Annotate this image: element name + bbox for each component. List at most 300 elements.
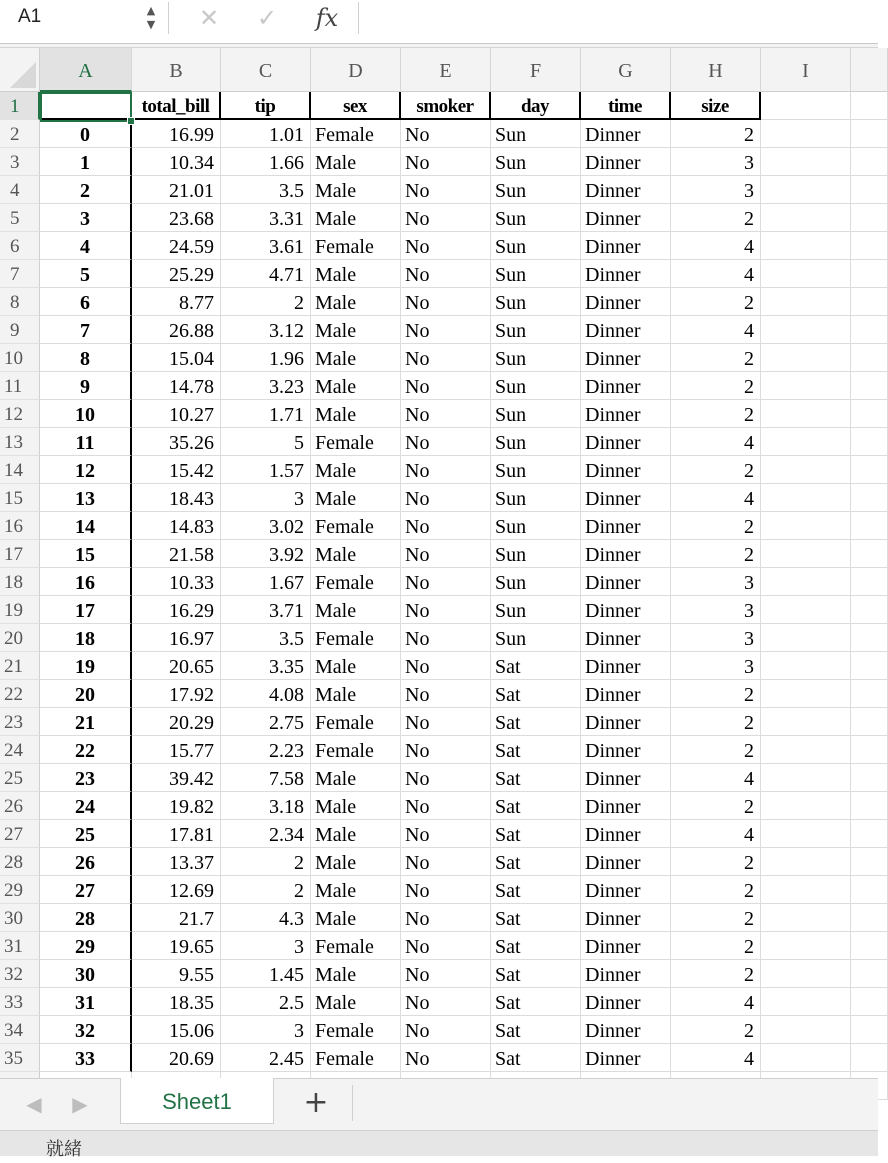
row-header-20[interactable]: 20 [0, 624, 40, 652]
cell-time[interactable]: Dinner [581, 652, 671, 680]
prev-sheet-icon[interactable]: ◀ [26, 1092, 42, 1116]
cell-time[interactable]: Dinner [581, 316, 671, 344]
cell-sex[interactable]: Male [311, 484, 401, 512]
cell-smoker[interactable]: No [401, 792, 491, 820]
cell-total-bill[interactable]: 15.04 [132, 344, 221, 372]
row-header-16[interactable]: 16 [0, 512, 40, 540]
cell-smoker[interactable]: No [401, 288, 491, 316]
index-cell[interactable]: 22 [40, 736, 132, 764]
row-header-1[interactable]: 1 [0, 92, 40, 120]
empty-cell[interactable] [851, 1044, 888, 1072]
empty-cell[interactable] [761, 428, 851, 456]
empty-cell[interactable] [851, 708, 888, 736]
cell-time[interactable]: Dinner [581, 876, 671, 904]
column-header[interactable] [851, 48, 888, 92]
empty-cell[interactable] [851, 596, 888, 624]
cell-day[interactable]: Sun [491, 540, 581, 568]
row-header-33[interactable]: 33 [0, 988, 40, 1016]
cell-sex[interactable]: Male [311, 680, 401, 708]
index-cell[interactable]: 25 [40, 820, 132, 848]
empty-cell[interactable] [851, 652, 888, 680]
row-header-28[interactable]: 28 [0, 848, 40, 876]
empty-cell[interactable] [761, 456, 851, 484]
cell-time[interactable]: Dinner [581, 820, 671, 848]
cell-day[interactable]: Sun [491, 568, 581, 596]
cell-sex[interactable]: Female [311, 736, 401, 764]
header-cell-tip[interactable]: tip [221, 92, 311, 120]
cell-tip[interactable]: 3 [221, 932, 311, 960]
row-header-32[interactable]: 32 [0, 960, 40, 988]
index-cell[interactable]: 28 [40, 904, 132, 932]
row-header-10[interactable]: 10 [0, 344, 40, 372]
row-header-18[interactable]: 18 [0, 568, 40, 596]
empty-cell[interactable] [761, 540, 851, 568]
cell-smoker[interactable]: No [401, 680, 491, 708]
cell-size[interactable]: 2 [671, 708, 761, 736]
index-cell[interactable]: 2 [40, 176, 132, 204]
cell-tip[interactable]: 1.66 [221, 148, 311, 176]
cell-time[interactable]: Dinner [581, 204, 671, 232]
cell-size[interactable]: 2 [671, 904, 761, 932]
cell-total-bill[interactable]: 14.83 [132, 512, 221, 540]
index-cell[interactable]: 1 [40, 148, 132, 176]
cell-time[interactable]: Dinner [581, 932, 671, 960]
cell-smoker[interactable]: No [401, 540, 491, 568]
formula-input[interactable] [368, 0, 873, 36]
cell-tip[interactable]: 1.57 [221, 456, 311, 484]
row-header-2[interactable]: 2 [0, 120, 40, 148]
cell-total-bill[interactable]: 20.69 [132, 1044, 221, 1072]
cell-day[interactable]: Sat [491, 764, 581, 792]
empty-cell[interactable] [761, 176, 851, 204]
index-cell[interactable]: 15 [40, 540, 132, 568]
row-header-6[interactable]: 6 [0, 232, 40, 260]
index-cell[interactable]: 0 [40, 120, 132, 148]
empty-cell[interactable] [761, 372, 851, 400]
empty-cell[interactable] [851, 932, 888, 960]
cell-time[interactable]: Dinner [581, 960, 671, 988]
empty-cell[interactable] [761, 512, 851, 540]
empty-cell[interactable] [761, 960, 851, 988]
cell-day[interactable]: Sat [491, 848, 581, 876]
cell-sex[interactable]: Male [311, 344, 401, 372]
index-cell[interactable]: 32 [40, 1016, 132, 1044]
cell-sex[interactable]: Female [311, 232, 401, 260]
cell-size[interactable]: 2 [671, 736, 761, 764]
cell-sex[interactable]: Male [311, 792, 401, 820]
index-cell[interactable]: 7 [40, 316, 132, 344]
confirm-icon[interactable]: ✓ [256, 4, 278, 32]
cell-smoker[interactable]: No [401, 736, 491, 764]
header-cell-index[interactable] [40, 92, 132, 120]
cell-day[interactable]: Sat [491, 736, 581, 764]
index-cell[interactable]: 29 [40, 932, 132, 960]
cell-sex[interactable]: Female [311, 1016, 401, 1044]
cell-smoker[interactable]: No [401, 624, 491, 652]
cell-sex[interactable]: Male [311, 876, 401, 904]
column-header-a[interactable]: A [40, 48, 132, 92]
cell-time[interactable]: Dinner [581, 848, 671, 876]
cell-day[interactable]: Sat [491, 988, 581, 1016]
column-header-c[interactable]: C [221, 48, 311, 92]
cell-time[interactable]: Dinner [581, 456, 671, 484]
cell-day[interactable]: Sat [491, 1044, 581, 1072]
empty-cell[interactable] [851, 792, 888, 820]
cell-tip[interactable]: 3.23 [221, 372, 311, 400]
cell-total-bill[interactable]: 16.99 [132, 120, 221, 148]
cell-sex[interactable]: Male [311, 540, 401, 568]
cell-total-bill[interactable]: 19.65 [132, 932, 221, 960]
empty-cell[interactable] [851, 512, 888, 540]
row-header-12[interactable]: 12 [0, 400, 40, 428]
empty-cell[interactable] [761, 792, 851, 820]
cell-sex[interactable]: Female [311, 120, 401, 148]
cell-day[interactable]: Sun [491, 148, 581, 176]
index-cell[interactable]: 14 [40, 512, 132, 540]
cell-tip[interactable]: 2.45 [221, 1044, 311, 1072]
cell-size[interactable]: 2 [671, 400, 761, 428]
cell-day[interactable]: Sun [491, 456, 581, 484]
cell-tip[interactable]: 3 [221, 1016, 311, 1044]
row-header-35[interactable]: 35 [0, 1044, 40, 1072]
cell-total-bill[interactable]: 21.58 [132, 540, 221, 568]
index-cell[interactable]: 9 [40, 372, 132, 400]
insert-function-icon[interactable]: fx [315, 4, 339, 32]
cell-tip[interactable]: 2.5 [221, 988, 311, 1016]
header-cell-total-bill[interactable]: total_bill [132, 92, 221, 120]
empty-cell[interactable] [761, 876, 851, 904]
cell-smoker[interactable]: No [401, 428, 491, 456]
empty-cell[interactable] [851, 428, 888, 456]
cell-smoker[interactable]: No [401, 960, 491, 988]
cell-sex[interactable]: Male [311, 204, 401, 232]
index-cell[interactable]: 11 [40, 428, 132, 456]
cell-total-bill[interactable]: 23.68 [132, 204, 221, 232]
cell-day[interactable]: Sat [491, 708, 581, 736]
cell-time[interactable]: Dinner [581, 680, 671, 708]
cell-sex[interactable]: Female [311, 512, 401, 540]
cell-size[interactable]: 3 [671, 596, 761, 624]
cell-day[interactable]: Sun [491, 260, 581, 288]
empty-cell[interactable] [851, 260, 888, 288]
cell-time[interactable]: Dinner [581, 372, 671, 400]
cell-smoker[interactable]: No [401, 932, 491, 960]
index-cell[interactable]: 17 [40, 596, 132, 624]
cell-day[interactable]: Sun [491, 512, 581, 540]
spreadsheet-grid[interactable] [0, 48, 878, 1078]
cell-time[interactable]: Dinner [581, 904, 671, 932]
cell-day[interactable]: Sun [491, 484, 581, 512]
cell-time[interactable]: Dinner [581, 176, 671, 204]
row-header-24[interactable]: 24 [0, 736, 40, 764]
cell-day[interactable]: Sun [491, 176, 581, 204]
cell-time[interactable]: Dinner [581, 428, 671, 456]
row-header-19[interactable]: 19 [0, 596, 40, 624]
cell-sex[interactable]: Male [311, 960, 401, 988]
cell-total-bill[interactable]: 14.78 [132, 372, 221, 400]
cell-tip[interactable]: 2 [221, 288, 311, 316]
cell-day[interactable]: Sat [491, 932, 581, 960]
empty-cell[interactable] [761, 484, 851, 512]
empty-cell[interactable] [851, 904, 888, 932]
cell-smoker[interactable]: No [401, 876, 491, 904]
cell-tip[interactable]: 3.61 [221, 232, 311, 260]
empty-cell[interactable] [851, 876, 888, 904]
empty-cell[interactable] [761, 204, 851, 232]
cell-day[interactable]: Sat [491, 960, 581, 988]
cell-day[interactable]: Sun [491, 624, 581, 652]
empty-cell[interactable] [761, 764, 851, 792]
cell-smoker[interactable]: No [401, 344, 491, 372]
cell-tip[interactable]: 3.5 [221, 624, 311, 652]
empty-cell[interactable] [851, 288, 888, 316]
cell-tip[interactable]: 5 [221, 428, 311, 456]
cell-sex[interactable]: Male [311, 260, 401, 288]
cell-time[interactable]: Dinner [581, 148, 671, 176]
index-cell[interactable]: 26 [40, 848, 132, 876]
cell-time[interactable]: Dinner [581, 400, 671, 428]
cell-day[interactable]: Sat [491, 652, 581, 680]
cell-total-bill[interactable]: 8.77 [132, 288, 221, 316]
empty-cell[interactable] [761, 568, 851, 596]
row-header-9[interactable]: 9 [0, 316, 40, 344]
row-header-13[interactable]: 13 [0, 428, 40, 456]
cell-size[interactable]: 2 [671, 372, 761, 400]
cell-sex[interactable]: Male [311, 596, 401, 624]
row-header-3[interactable]: 3 [0, 148, 40, 176]
index-cell[interactable]: 6 [40, 288, 132, 316]
index-cell[interactable]: 33 [40, 1044, 132, 1072]
cell-day[interactable]: Sun [491, 400, 581, 428]
cell-tip[interactable]: 7.58 [221, 764, 311, 792]
cell-sex[interactable]: Male [311, 288, 401, 316]
cell-day[interactable]: Sun [491, 120, 581, 148]
cell-day[interactable]: Sat [491, 1016, 581, 1044]
cell-time[interactable]: Dinner [581, 624, 671, 652]
cell-size[interactable]: 4 [671, 232, 761, 260]
cell-day[interactable]: Sun [491, 344, 581, 372]
row-header-26[interactable]: 26 [0, 792, 40, 820]
cell-smoker[interactable]: No [401, 484, 491, 512]
cell-size[interactable]: 2 [671, 876, 761, 904]
cell-tip[interactable]: 1.71 [221, 400, 311, 428]
cell-smoker[interactable]: No [401, 148, 491, 176]
cell-sex[interactable]: Male [311, 176, 401, 204]
cell-size[interactable]: 2 [671, 792, 761, 820]
index-cell[interactable]: 3 [40, 204, 132, 232]
cell-size[interactable]: 2 [671, 960, 761, 988]
row-header-27[interactable]: 27 [0, 820, 40, 848]
cell-total-bill[interactable]: 21.7 [132, 904, 221, 932]
cell-size[interactable]: 4 [671, 1044, 761, 1072]
cell-smoker[interactable]: No [401, 176, 491, 204]
empty-cell[interactable] [851, 736, 888, 764]
empty-cell[interactable] [851, 120, 888, 148]
cell-smoker[interactable]: No [401, 316, 491, 344]
cell-total-bill[interactable]: 17.81 [132, 820, 221, 848]
cell-size[interactable]: 2 [671, 1016, 761, 1044]
cell-day[interactable]: Sat [491, 792, 581, 820]
cell-tip[interactable]: 2.23 [221, 736, 311, 764]
empty-cell[interactable] [761, 904, 851, 932]
cell-smoker[interactable]: No [401, 764, 491, 792]
cell-smoker[interactable]: No [401, 904, 491, 932]
cell-smoker[interactable]: No [401, 1044, 491, 1072]
cell-time[interactable]: Dinner [581, 1016, 671, 1044]
name-box-dropdown[interactable] [140, 0, 162, 36]
cell-size[interactable]: 4 [671, 260, 761, 288]
cell-tip[interactable]: 3.35 [221, 652, 311, 680]
cell-smoker[interactable]: No [401, 204, 491, 232]
cell-smoker[interactable]: No [401, 596, 491, 624]
empty-cell[interactable] [761, 400, 851, 428]
cell-tip[interactable]: 3.18 [221, 792, 311, 820]
column-header-d[interactable]: D [311, 48, 401, 92]
cell-total-bill[interactable]: 16.97 [132, 624, 221, 652]
cell-total-bill[interactable]: 12.69 [132, 876, 221, 904]
cell-sex[interactable]: Male [311, 400, 401, 428]
cell-day[interactable]: Sun [491, 316, 581, 344]
cell-total-bill[interactable]: 17.92 [132, 680, 221, 708]
cell-day[interactable]: Sun [491, 232, 581, 260]
empty-cell[interactable] [761, 1016, 851, 1044]
column-header-f[interactable]: F [491, 48, 581, 92]
cell-sex[interactable]: Male [311, 372, 401, 400]
row-header-8[interactable]: 8 [0, 288, 40, 316]
cell-time[interactable]: Dinner [581, 596, 671, 624]
column-header-h[interactable]: H [671, 48, 761, 92]
cell-tip[interactable]: 4.3 [221, 904, 311, 932]
cell-day[interactable]: Sun [491, 372, 581, 400]
cell-tip[interactable]: 1.45 [221, 960, 311, 988]
cell-size[interactable]: 2 [671, 512, 761, 540]
sheet-tab-sheet1[interactable]: Sheet1 [120, 1078, 274, 1124]
stepper-down-icon[interactable]: ▼ [146, 18, 156, 31]
header-cell-size[interactable]: size [671, 92, 761, 120]
row-header-14[interactable]: 14 [0, 456, 40, 484]
cell-total-bill[interactable]: 25.29 [132, 260, 221, 288]
cell-size[interactable]: 2 [671, 680, 761, 708]
cell-time[interactable]: Dinner [581, 736, 671, 764]
empty-cell[interactable] [851, 960, 888, 988]
row-header-15[interactable]: 15 [0, 484, 40, 512]
row-header-17[interactable]: 17 [0, 540, 40, 568]
cell-total-bill[interactable]: 18.35 [132, 988, 221, 1016]
empty-cell[interactable] [761, 988, 851, 1016]
empty-cell[interactable] [851, 92, 888, 120]
cell-time[interactable]: Dinner [581, 484, 671, 512]
empty-cell[interactable] [761, 848, 851, 876]
cell-day[interactable]: Sun [491, 204, 581, 232]
cell-total-bill[interactable]: 16.29 [132, 596, 221, 624]
cell-sex[interactable]: Male [311, 456, 401, 484]
cell-tip[interactable]: 4.08 [221, 680, 311, 708]
empty-cell[interactable] [851, 820, 888, 848]
cell-tip[interactable]: 2 [221, 848, 311, 876]
cell-tip[interactable]: 2.34 [221, 820, 311, 848]
cell-total-bill[interactable]: 15.77 [132, 736, 221, 764]
index-cell[interactable]: 10 [40, 400, 132, 428]
row-header-5[interactable]: 5 [0, 204, 40, 232]
cell-time[interactable]: Dinner [581, 232, 671, 260]
stepper-up-icon[interactable]: ▲ [146, 4, 156, 17]
cell-size[interactable]: 2 [671, 344, 761, 372]
cell-tip[interactable]: 3.31 [221, 204, 311, 232]
cell-time[interactable]: Dinner [581, 988, 671, 1016]
cell-tip[interactable]: 1.96 [221, 344, 311, 372]
empty-cell[interactable] [851, 624, 888, 652]
index-cell[interactable]: 5 [40, 260, 132, 288]
cell-time[interactable]: Dinner [581, 120, 671, 148]
cell-size[interactable]: 4 [671, 484, 761, 512]
row-header-30[interactable]: 30 [0, 904, 40, 932]
empty-cell[interactable] [851, 484, 888, 512]
cell-total-bill[interactable]: 35.26 [132, 428, 221, 456]
cell-size[interactable]: 4 [671, 820, 761, 848]
cell-total-bill[interactable]: 39.42 [132, 764, 221, 792]
index-cell[interactable]: 24 [40, 792, 132, 820]
index-cell[interactable]: 30 [40, 960, 132, 988]
empty-cell[interactable] [851, 988, 888, 1016]
empty-cell[interactable] [761, 652, 851, 680]
cell-tip[interactable]: 3.92 [221, 540, 311, 568]
cell-smoker[interactable]: No [401, 260, 491, 288]
cell-smoker[interactable]: No [401, 708, 491, 736]
cell-sex[interactable]: Female [311, 624, 401, 652]
row-header-25[interactable]: 25 [0, 764, 40, 792]
cell-smoker[interactable]: No [401, 372, 491, 400]
cell-smoker[interactable]: No [401, 456, 491, 484]
row-header-34[interactable]: 34 [0, 1016, 40, 1044]
cell-total-bill[interactable]: 21.01 [132, 176, 221, 204]
index-cell[interactable]: 16 [40, 568, 132, 596]
cell-total-bill[interactable]: 10.33 [132, 568, 221, 596]
empty-cell[interactable] [851, 232, 888, 260]
cell-smoker[interactable]: No [401, 568, 491, 596]
empty-cell[interactable] [851, 1016, 888, 1044]
cell-time[interactable]: Dinner [581, 568, 671, 596]
index-cell[interactable]: 19 [40, 652, 132, 680]
cell-total-bill[interactable]: 24.59 [132, 232, 221, 260]
cell-day[interactable]: Sun [491, 428, 581, 456]
cell-size[interactable]: 4 [671, 316, 761, 344]
cell-time[interactable]: Dinner [581, 260, 671, 288]
cell-day[interactable]: Sun [491, 596, 581, 624]
cell-tip[interactable]: 3.02 [221, 512, 311, 540]
index-cell[interactable]: 27 [40, 876, 132, 904]
row-header-29[interactable]: 29 [0, 876, 40, 904]
cell-size[interactable]: 2 [671, 288, 761, 316]
cell-sex[interactable]: Male [311, 820, 401, 848]
column-header-i[interactable]: I [761, 48, 851, 92]
cell-total-bill[interactable]: 10.27 [132, 400, 221, 428]
column-header-g[interactable]: G [581, 48, 671, 92]
column-header-b[interactable]: B [132, 48, 221, 92]
cell-tip[interactable]: 2 [221, 876, 311, 904]
cell-tip[interactable]: 1.67 [221, 568, 311, 596]
cell-smoker[interactable]: No [401, 232, 491, 260]
cell-sex[interactable]: Male [311, 904, 401, 932]
cell-total-bill[interactable]: 15.42 [132, 456, 221, 484]
cell-total-bill[interactable]: 20.29 [132, 708, 221, 736]
row-header-22[interactable]: 22 [0, 680, 40, 708]
cell-sex[interactable]: Female [311, 708, 401, 736]
cell-smoker[interactable]: No [401, 820, 491, 848]
empty-cell[interactable] [761, 120, 851, 148]
cell-size[interactable]: 3 [671, 148, 761, 176]
row-header-11[interactable]: 11 [0, 372, 40, 400]
cell-time[interactable]: Dinner [581, 288, 671, 316]
